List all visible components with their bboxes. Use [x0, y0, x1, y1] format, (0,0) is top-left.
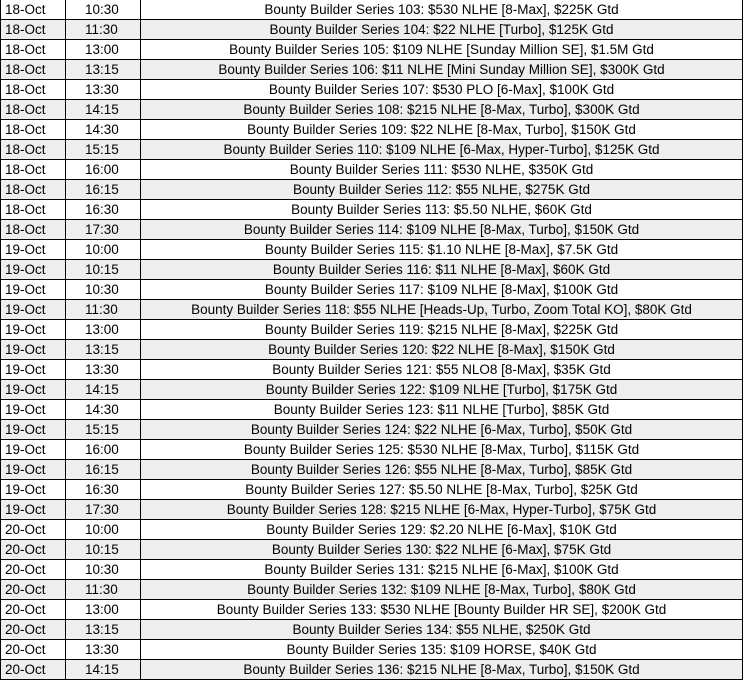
time-cell: 11:30: [66, 300, 141, 320]
date-cell: 18-Oct: [1, 220, 66, 240]
time-cell: 13:30: [66, 640, 141, 660]
table-row: [1, 420, 743, 440]
event-cell: Bounty Builder Series 135: $109 HORSE, $40K Gtd: [141, 640, 743, 660]
event-cell: Bounty Builder Series 134: $55 NLHE, $250K Gtd: [141, 620, 743, 640]
date-cell: 20-Oct: [1, 660, 66, 680]
table-row: [1, 620, 743, 640]
time-cell: 14:15: [66, 380, 141, 400]
event-cell: Bounty Builder Series 109: $22 NLHE [8-Max, Turbo], $150K Gtd: [141, 120, 743, 140]
event-cell: Bounty Builder Series 124: $22 NLHE [6-Max, Turbo], $50K Gtd: [141, 420, 743, 440]
time-cell: 10:30: [66, 280, 141, 300]
date-cell: 18-Oct: [1, 100, 66, 120]
date-cell: 19-Oct: [1, 500, 66, 520]
event-cell: Bounty Builder Series 119: $215 NLHE [8-Max], $225K Gtd: [141, 320, 743, 340]
event-cell: Bounty Builder Series 113: $5.50 NLHE, $60K Gtd: [141, 200, 743, 220]
table-row: [1, 440, 743, 460]
event-cell: Bounty Builder Series 117: $109 NLHE [8-Max], $100K Gtd: [141, 280, 743, 300]
event-cell: Bounty Builder Series 123: $11 NLHE [Turbo], $85K Gtd: [141, 400, 743, 420]
event-cell: Bounty Builder Series 131: $215 NLHE [6-Max], $100K Gtd: [141, 560, 743, 580]
time-cell: 17:30: [66, 500, 141, 520]
table-row: [1, 320, 743, 340]
date-cell: 19-Oct: [1, 420, 66, 440]
event-cell: Bounty Builder Series 132: $109 NLHE [8-Max, Turbo], $80K Gtd: [141, 580, 743, 600]
date-cell: 19-Oct: [1, 240, 66, 260]
time-cell: 13:15: [66, 60, 141, 80]
table-row: [1, 540, 743, 560]
table-row: [1, 160, 743, 180]
time-cell: 10:30: [66, 560, 141, 580]
event-cell: Bounty Builder Series 128: $215 NLHE [6-Max, Hyper-Turbo], $75K Gtd: [141, 500, 743, 520]
table-row: [1, 340, 743, 360]
table-row: [1, 260, 743, 280]
time-cell: 17:30: [66, 220, 141, 240]
event-cell: Bounty Builder Series 127: $5.50 NLHE [8-Max, Turbo], $25K Gtd: [141, 480, 743, 500]
table-row: [1, 520, 743, 540]
date-cell: 20-Oct: [1, 520, 66, 540]
table-row: [1, 240, 743, 260]
event-cell: Bounty Builder Series 114: $109 NLHE [8-Max, Turbo], $150K Gtd: [141, 220, 743, 240]
event-cell: Bounty Builder Series 129: $2.20 NLHE [6-Max], $10K Gtd: [141, 520, 743, 540]
date-cell: 18-Oct: [1, 140, 66, 160]
event-cell: Bounty Builder Series 112: $55 NLHE, $275K Gtd: [141, 180, 743, 200]
event-cell: Bounty Builder Series 126: $55 NLHE [8-Max, Turbo], $85K Gtd: [141, 460, 743, 480]
date-cell: 19-Oct: [1, 360, 66, 380]
event-cell: Bounty Builder Series 104: $22 NLHE [Turbo], $125K Gtd: [141, 20, 743, 40]
table-row: [1, 220, 743, 240]
event-cell: Bounty Builder Series 105: $109 NLHE [Sunday Million SE], $1.5M Gtd: [141, 40, 743, 60]
table-row: [1, 480, 743, 500]
date-cell: 18-Oct: [1, 20, 66, 40]
date-cell: 19-Oct: [1, 480, 66, 500]
event-cell: Bounty Builder Series 108: $215 NLHE [8-Max, Turbo], $300K Gtd: [141, 100, 743, 120]
date-cell: 20-Oct: [1, 560, 66, 580]
table-row: [1, 660, 743, 680]
time-cell: 13:00: [66, 320, 141, 340]
event-cell: Bounty Builder Series 125: $530 NLHE [8-Max, Turbo], $115K Gtd: [141, 440, 743, 460]
time-cell: 11:30: [66, 580, 141, 600]
event-cell: Bounty Builder Series 118: $55 NLHE [Heads-Up, Turbo, Zoom Total KO], $80K Gtd: [141, 300, 743, 320]
date-cell: 19-Oct: [1, 260, 66, 280]
date-cell: 20-Oct: [1, 580, 66, 600]
table-row: [1, 120, 743, 140]
date-cell: 20-Oct: [1, 540, 66, 560]
date-cell: 18-Oct: [1, 120, 66, 140]
table-row: [1, 580, 743, 600]
table-row: [1, 640, 743, 660]
time-cell: 14:15: [66, 100, 141, 120]
table-row: [1, 100, 743, 120]
table-row: [1, 280, 743, 300]
time-cell: 10:15: [66, 260, 141, 280]
table-row: [1, 60, 743, 80]
date-cell: 19-Oct: [1, 440, 66, 460]
table-row: [1, 40, 743, 60]
date-cell: 18-Oct: [1, 180, 66, 200]
time-cell: 10:15: [66, 540, 141, 560]
time-cell: 14:15: [66, 660, 141, 680]
table-row: [1, 20, 743, 40]
time-cell: 16:00: [66, 440, 141, 460]
time-cell: 11:30: [66, 20, 141, 40]
time-cell: 16:30: [66, 200, 141, 220]
date-cell: 19-Oct: [1, 320, 66, 340]
time-cell: 13:15: [66, 340, 141, 360]
time-cell: 16:15: [66, 460, 141, 480]
table-row: [1, 400, 743, 420]
table-row: [1, 500, 743, 520]
date-cell: 20-Oct: [1, 620, 66, 640]
date-cell: 18-Oct: [1, 0, 66, 20]
time-cell: 16:00: [66, 160, 141, 180]
time-cell: 10:30: [66, 0, 141, 20]
time-cell: 13:00: [66, 40, 141, 60]
event-cell: Bounty Builder Series 121: $55 NLO8 [8-Max], $35K Gtd: [141, 360, 743, 380]
time-cell: 13:00: [66, 600, 141, 620]
date-cell: 19-Oct: [1, 460, 66, 480]
table-row: [1, 600, 743, 620]
time-cell: 13:30: [66, 360, 141, 380]
date-cell: 18-Oct: [1, 40, 66, 60]
table-row: [1, 200, 743, 220]
event-cell: Bounty Builder Series 120: $22 NLHE [8-Max], $150K Gtd: [141, 340, 743, 360]
time-cell: 10:00: [66, 240, 141, 260]
date-cell: 19-Oct: [1, 340, 66, 360]
table-row: [1, 360, 743, 380]
date-cell: 18-Oct: [1, 200, 66, 220]
time-cell: 13:15: [66, 620, 141, 640]
table-row: [1, 80, 743, 100]
table-row: [1, 300, 743, 320]
event-cell: Bounty Builder Series 103: $530 NLHE [8-Max], $225K Gtd: [141, 0, 743, 20]
event-cell: Bounty Builder Series 115: $1.10 NLHE [8-Max], $7.5K Gtd: [141, 240, 743, 260]
event-cell: Bounty Builder Series 136: $215 NLHE [8-Max, Turbo], $150K Gtd: [141, 660, 743, 680]
date-cell: 19-Oct: [1, 280, 66, 300]
time-cell: 10:00: [66, 520, 141, 540]
time-cell: 16:30: [66, 480, 141, 500]
time-cell: 13:30: [66, 80, 141, 100]
table-row: [1, 380, 743, 400]
time-cell: 14:30: [66, 400, 141, 420]
time-cell: 14:30: [66, 120, 141, 140]
date-cell: 19-Oct: [1, 400, 66, 420]
table-row: [1, 560, 743, 580]
event-cell: Bounty Builder Series 110: $109 NLHE [6-Max, Hyper-Turbo], $125K Gtd: [141, 140, 743, 160]
table-row: [1, 180, 743, 200]
table-row: [1, 460, 743, 480]
event-cell: Bounty Builder Series 122: $109 NLHE [Turbo], $175K Gtd: [141, 380, 743, 400]
event-cell: Bounty Builder Series 116: $11 NLHE [8-Max], $60K Gtd: [141, 260, 743, 280]
table-row: [1, 140, 743, 160]
date-cell: 18-Oct: [1, 160, 66, 180]
event-cell: Bounty Builder Series 133: $530 NLHE [Bounty Builder HR SE], $200K Gtd: [141, 600, 743, 620]
time-cell: 15:15: [66, 420, 141, 440]
event-cell: Bounty Builder Series 111: $530 NLHE, $350K Gtd: [141, 160, 743, 180]
time-cell: 16:15: [66, 180, 141, 200]
date-cell: 20-Oct: [1, 640, 66, 660]
table-row: [1, 0, 743, 20]
date-cell: 19-Oct: [1, 380, 66, 400]
date-cell: 18-Oct: [1, 80, 66, 100]
time-cell: 15:15: [66, 140, 141, 160]
event-cell: Bounty Builder Series 107: $530 PLO [6-Max], $100K Gtd: [141, 80, 743, 100]
event-cell: Bounty Builder Series 106: $11 NLHE [Mini Sunday Million SE], $300K Gtd: [141, 60, 743, 80]
event-cell: Bounty Builder Series 130: $22 NLHE [6-Max], $75K Gtd: [141, 540, 743, 560]
date-cell: 19-Oct: [1, 300, 66, 320]
schedule-body: [1, 0, 743, 680]
date-cell: 20-Oct: [1, 600, 66, 620]
date-cell: 18-Oct: [1, 60, 66, 80]
